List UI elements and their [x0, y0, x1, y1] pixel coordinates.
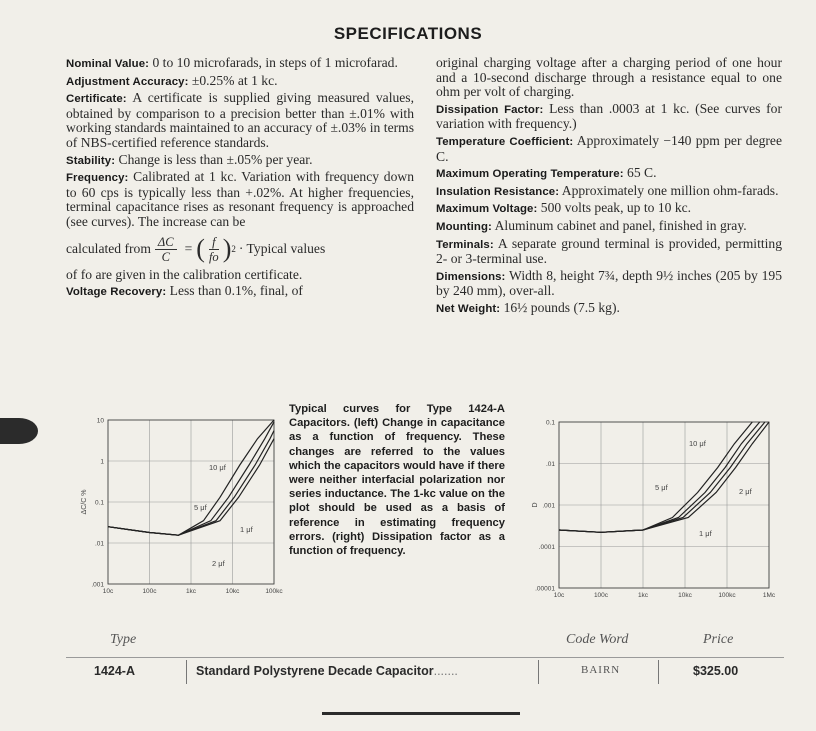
x-tick-label: 100c — [142, 588, 157, 595]
series-label: 5 μf — [194, 503, 207, 512]
spec-maximum-voltage: Maximum Voltage: 500 volts peak, up to 10 kc. — [436, 200, 692, 216]
y-tick-label: .01 — [94, 540, 104, 548]
x-tick-label: 10c — [102, 588, 114, 595]
series-line — [559, 422, 769, 532]
spec-insulation-resistance: Insulation Resistance: Approximately one million ohm-farads. — [436, 182, 779, 198]
table-header-code-word: Code Word — [566, 632, 629, 647]
x-tick-label: 10c — [553, 592, 565, 599]
spec-nominal-value: Nominal Value: 0 to 10 microfarads, in steps of 1 microfarad. — [66, 55, 398, 70]
y-tick-label: .001 — [542, 502, 555, 510]
spec-frequency: Frequency: Calibrated at 1 kc. Variation with frequency down to 60 cps is typically less than +.02%. At higher frequencies, terminal capacitance rises as resonant frequency is approached (see curves). The increase can be — [66, 169, 414, 229]
spec-temperature-coefficient: Temperature Coefficient: Approximately −140 ppm per degree C. — [436, 132, 782, 164]
spec-certificate: Certificate: A certificate is supplied giving measured values, obtained by comparison to a precision better than ±.01% with working standards maintained to an accuracy of ±.03% in terms of NBS-certified reference standards. — [66, 90, 414, 150]
table-rule — [66, 657, 784, 658]
product-type: 1424-A — [94, 664, 135, 678]
x-tick-label: 1Mc — [762, 592, 776, 599]
x-tick-label: 1kc — [185, 588, 197, 595]
y-tick-label: .001 — [91, 581, 104, 589]
y-tick-label: 0.1 — [94, 499, 104, 507]
y-tick-label: 10 — [96, 417, 104, 425]
spec-dimensions: Dimensions: Width 8, height 7¾, depth 9½ inches (205 by 195 by 240 mm), over-all. — [436, 267, 783, 299]
product-price: $325.00 — [693, 664, 739, 678]
spec-mounting: Mounting: Aluminum cabinet and panel, finished in gray. — [436, 217, 747, 233]
series-label: 10 μf — [689, 439, 706, 448]
y-tick-label: .00001 — [535, 585, 555, 593]
product-code-word: BAIRN — [581, 664, 621, 676]
spec-dissipation-factor: Dissipation Factor: Less than .0003 at 1 kc. (See curves for variation with frequency.) — [436, 100, 782, 132]
spec-max-operating-temp: Maximum Operating Temperature: 65 C. — [436, 165, 657, 181]
figure-caption: Typical curves for Type 1424-A Capacitors. (left) Change in capacitance as a function of frequency. These changes are referred to the values which the capacitors would have if there were neither interfacial polarization nor series inductance. The 1-kc value on the plot should be used as a basis of reference in estimating frequency errors. (right) Dissipation factor as a function of frequency. — [289, 403, 505, 558]
series-line — [559, 422, 765, 532]
series-label: 1 μf — [240, 525, 253, 534]
y-axis-label: ΔC/C % — [81, 489, 88, 515]
series-line — [559, 422, 760, 532]
spec-adjustment-accuracy: Adjustment Accuracy: ±0.25% at 1 kc. — [66, 72, 278, 88]
spec-column-left — [66, 56, 414, 302]
product-description: Standard Polystyrene Decade Capacitor....... — [196, 664, 458, 678]
y-tick-label: 0.1 — [545, 419, 555, 427]
x-tick-label: 100kc — [718, 592, 736, 599]
spec-voltage-recovery: Voltage Recovery: Less than 0.1%, final, of — [66, 283, 303, 299]
formula-continuation: of fo are given in the calibration certificate. — [66, 266, 303, 282]
series-label: 2 μf — [739, 487, 752, 496]
x-tick-label: 1kc — [637, 592, 649, 599]
series-label: 1 μf — [699, 529, 712, 538]
x-tick-label: 10kc — [225, 588, 240, 595]
series-label: 5 μf — [655, 483, 668, 492]
capacitance-change-chart — [64, 410, 286, 600]
frequency-formula: calculated from $\frac{\Delta C}{C}$ = ( $\frac{f}{fo}$ ) 2 · Typical values — [66, 234, 326, 264]
y-axis-label: D — [532, 502, 539, 508]
series-label: 2 μf — [212, 559, 225, 568]
y-tick-label: .01 — [545, 461, 555, 468]
formula-lhs: $\frac{\Delta C}{C}$ — [155, 235, 177, 264]
table-divider — [538, 660, 539, 684]
table-divider — [186, 660, 187, 684]
footer-rule — [322, 712, 520, 715]
dissipation-factor-chart — [517, 412, 783, 604]
x-tick-label: 100c — [593, 592, 609, 599]
series-label: 10 μf — [209, 463, 226, 472]
y-tick-label: 1 — [100, 458, 104, 466]
spec-voltage-recovery-cont: original charging voltage after a charging period of one hour and a 10-second discharge through a resistance equal to one ohm per volt of charging. — [436, 55, 782, 100]
page-title: SPECIFICATIONS — [333, 24, 483, 43]
table-header-price: Price — [703, 632, 734, 647]
formula-rhs: $\frac{f}{fo}$ — [208, 234, 219, 264]
y-tick-label: .0001 — [538, 544, 555, 551]
spec-net-weight: Net Weight: 16½ pounds (7.5 kg). — [436, 299, 620, 315]
table-divider — [658, 660, 659, 684]
spec-stability: Stability: Change is less than ±.05% per year. — [66, 151, 313, 167]
spec-terminals: Terminals: A separate ground terminal is provided, permitting 2- or 3-terminal use. — [436, 235, 782, 267]
x-tick-label: 100kc — [265, 588, 283, 595]
x-tick-label: 10kc — [678, 592, 692, 599]
table-header-type: Type — [110, 632, 137, 647]
spec-column-right — [436, 56, 782, 319]
binder-hole — [0, 418, 38, 444]
